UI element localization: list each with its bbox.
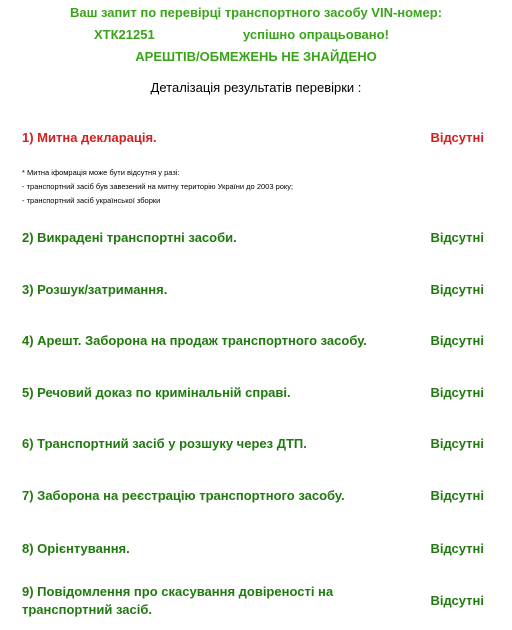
details-subtitle: Деталізація результатів перевірки : bbox=[150, 80, 362, 95]
check-label: 6) Транспортний засіб у розшуку через ДТП. bbox=[22, 436, 307, 451]
vin-number: ХТК21251 bbox=[94, 27, 155, 42]
check-status: Відсутні bbox=[430, 385, 484, 400]
check-label: 2) Викрадені транспортні засоби. bbox=[22, 230, 237, 245]
check-status: Відсутні bbox=[430, 541, 484, 556]
check-label: 1) Митна декларація. bbox=[22, 130, 157, 145]
check-status: Відсутні bbox=[430, 333, 484, 348]
check-label: 5) Речовий доказ по кримінальній справі. bbox=[22, 385, 291, 400]
check-label: 7) Заборона на реєстрацію транспортного засобу. bbox=[22, 488, 345, 503]
header-line-3: АРЕШТІВ/ОБМЕЖЕНЬ НЕ ЗНАЙДЕНО bbox=[135, 49, 377, 64]
check-label: 9) Повідомлення про скасування довіреності на транспортний засіб. bbox=[22, 584, 334, 617]
header-line-2 bbox=[0, 24, 512, 46]
check-status: Відсутні bbox=[430, 282, 484, 297]
result-header bbox=[0, 2, 512, 68]
note-line: - транспортний засіб української зборки bbox=[22, 196, 161, 205]
note-line: - транспортний засіб був завезений на митну територію України до 2003 року; bbox=[22, 182, 294, 191]
header-line-1: Ваш запит по перевірці транспортного засобу VIN-номер: bbox=[69, 5, 443, 20]
check-status: Відсутні bbox=[430, 488, 484, 503]
check-label: 3) Розшук/затримання. bbox=[22, 282, 168, 297]
check-status: Відсутні bbox=[430, 436, 484, 451]
check-status: Відсутні bbox=[430, 593, 484, 608]
check-status: Відсутні bbox=[430, 130, 484, 145]
note-line: * Митна іфомрація може бути відсутня у разі: bbox=[22, 168, 180, 177]
check-label: 8) Орієнтування. bbox=[22, 541, 130, 556]
check-label: 4) Арешт. Заборона на продаж транспортного засобу. bbox=[22, 333, 367, 348]
check-status: Відсутні bbox=[430, 230, 484, 245]
processed-status: успішно опрацьовано! bbox=[243, 27, 389, 42]
customs-note bbox=[22, 166, 492, 208]
